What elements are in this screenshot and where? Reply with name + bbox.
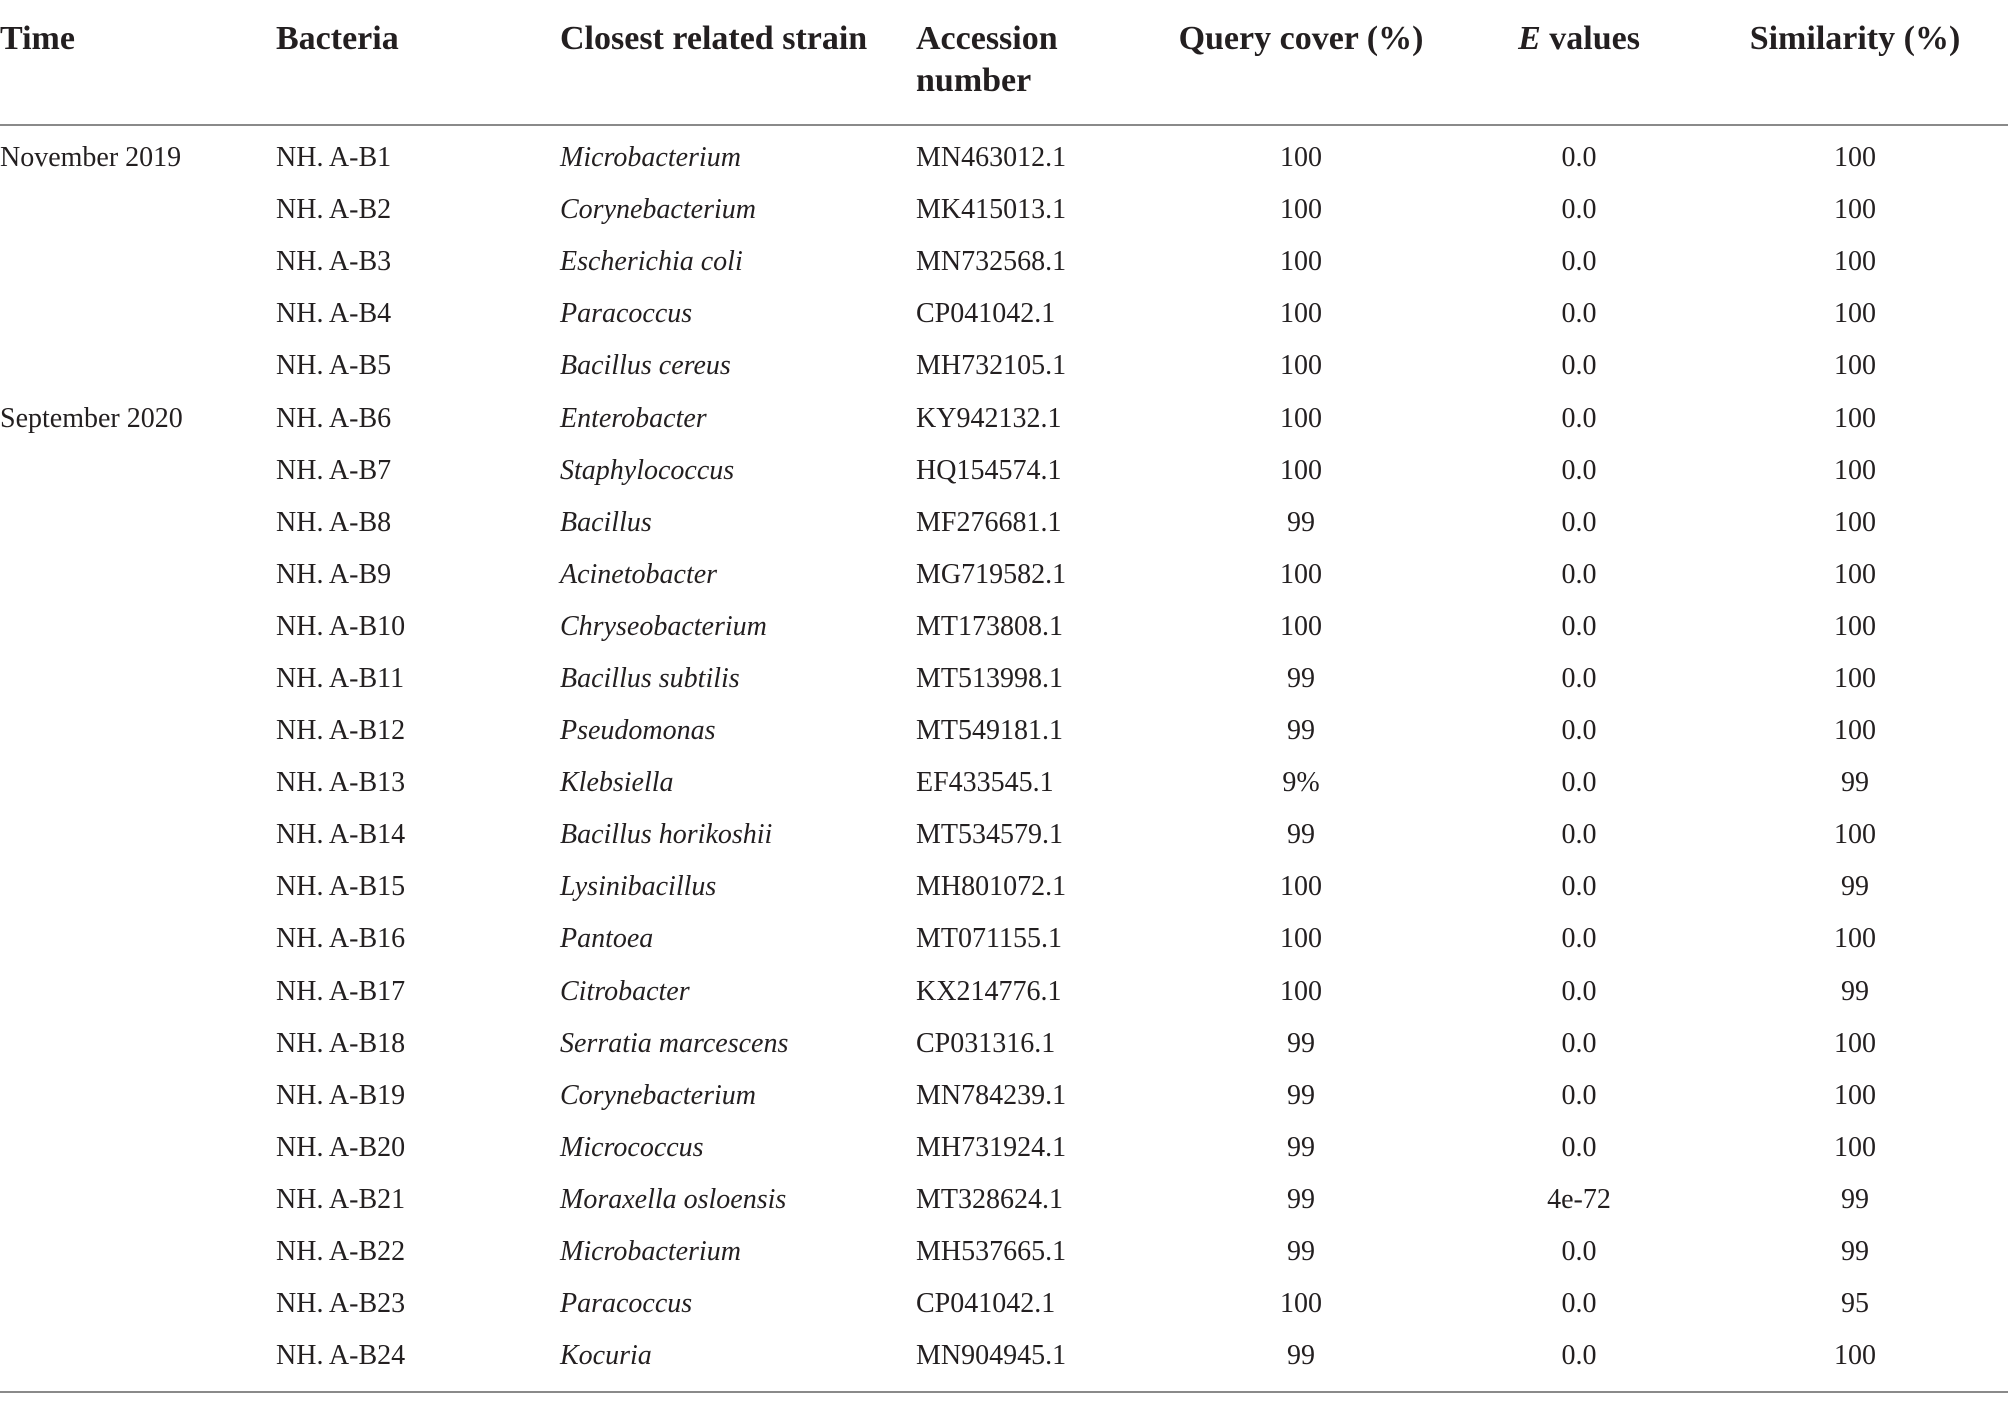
cell-similarity: 100 [1834,610,1876,642]
table-row [0,184,2008,236]
cell-closest-strain: Serratia marcescens [560,1027,789,1059]
cell-time [0,549,276,601]
cell-e-value: 0.0 [1561,662,1597,694]
cell-similarity: 99 [1841,767,1869,799]
cell-bacteria: NH. A-B12 [276,715,406,747]
cell-query-cover: 100 [1280,871,1322,903]
cell-closest-strain: Bacillus horikoshii [560,819,773,851]
cell-time [0,601,276,653]
cell-accession: MT513998.1 [916,662,1063,694]
cell-bacteria: NH. A-B13 [276,767,406,799]
cell-accession: MT173808.1 [916,610,1063,642]
cell-accession: CP041042.1 [916,1288,1056,1320]
cell-time [0,1070,276,1122]
cell-e-value: 0.0 [1561,194,1597,226]
cell-query-cover: 100 [1280,350,1322,382]
cell-closest-strain: Corynebacterium [560,1079,756,1111]
cell-closest-strain: Paracoccus [560,298,693,330]
cell-e-value: 0.0 [1561,975,1597,1007]
header-e-values-rest: values [1540,20,1640,57]
cell-time [0,1018,276,1070]
header-e-values [1456,0,1702,125]
cell-bacteria: NH. A-B9 [276,558,392,590]
cell-similarity: 99 [1841,975,1869,1007]
cell-time [0,966,276,1018]
cell-time [0,653,276,705]
cell-e-value: 0.0 [1561,923,1597,955]
cell-similarity: 100 [1834,819,1876,851]
cell-accession: CP031316.1 [916,1027,1056,1059]
cell-similarity: 100 [1834,194,1876,226]
cell-query-cover: 100 [1280,246,1322,278]
cell-e-value: 0.0 [1561,506,1597,538]
cell-e-value: 0.0 [1561,246,1597,278]
cell-e-value: 0.0 [1561,1236,1597,1268]
cell-bacteria: NH. A-B3 [276,246,392,278]
cell-closest-strain: Citrobacter [560,975,690,1007]
cell-closest-strain: Microbacterium [560,142,741,174]
cell-time [0,913,276,965]
table-row [0,966,2008,1018]
cell-accession: CP041042.1 [916,298,1056,330]
cell-accession: MN784239.1 [916,1079,1067,1111]
cell-time [0,1122,276,1174]
cell-time [0,757,276,809]
cell-accession: KX214776.1 [916,975,1062,1007]
cell-closest-strain: Kocuria [560,1340,652,1372]
cell-e-value: 0.0 [1561,1340,1597,1372]
cell-accession: MH731924.1 [916,1131,1067,1163]
cell-bacteria: NH. A-B17 [276,975,406,1007]
cell-query-cover: 100 [1280,975,1322,1007]
table-row [0,705,2008,757]
cell-closest-strain: Chryseobacterium [560,610,767,642]
table-row [0,757,2008,809]
cell-similarity: 100 [1834,246,1876,278]
table-row [0,861,2008,913]
cell-accession: MG719582.1 [916,558,1067,590]
table-row [0,549,2008,601]
cell-e-value: 0.0 [1561,871,1597,903]
table-row [0,1330,2008,1382]
cell-bacteria: NH. A-B10 [276,610,406,642]
cell-bacteria: NH. A-B1 [276,142,392,174]
table-row [0,288,2008,340]
cell-similarity: 100 [1834,1027,1876,1059]
cell-time [0,861,276,913]
cell-similarity: 100 [1834,1079,1876,1111]
cell-accession: MT534579.1 [916,819,1063,851]
cell-accession: MH801072.1 [916,871,1067,903]
cell-accession: MF276681.1 [916,506,1062,538]
cell-similarity: 99 [1841,1183,1869,1215]
cell-e-value: 4e-72 [1547,1183,1611,1215]
table-row [0,125,2008,184]
cell-time [0,445,276,497]
header-row [0,0,2008,125]
cell-bacteria: NH. A-B24 [276,1340,406,1372]
cell-similarity: 100 [1834,298,1876,330]
header-accession [916,0,1146,125]
cell-query-cover: 9% [1282,767,1320,799]
table-row [0,1070,2008,1122]
cell-accession: MT071155.1 [916,923,1062,955]
cell-time [0,236,276,288]
table-row [0,236,2008,288]
cell-closest-strain: Micrococcus [560,1131,704,1163]
cell-e-value: 0.0 [1561,1288,1597,1320]
table-row [0,1018,2008,1070]
cell-bacteria: NH. A-B15 [276,871,406,903]
cell-bacteria: NH. A-B2 [276,194,392,226]
cell-similarity: 100 [1834,558,1876,590]
cell-closest-strain: Pantoea [560,923,654,955]
cell-time [0,1174,276,1226]
cell-similarity: 100 [1834,662,1876,694]
cell-time [0,497,276,549]
cell-query-cover: 100 [1280,610,1322,642]
cell-time [0,1330,276,1382]
table-row [0,392,2008,444]
cell-query-cover: 99 [1287,662,1315,694]
cell-bacteria: NH. A-B14 [276,819,406,851]
cell-bacteria: NH. A-B4 [276,298,392,330]
header-similarity: Similarity (%) [1749,20,1961,57]
cell-similarity: 100 [1834,1340,1876,1372]
cell-e-value: 0.0 [1561,767,1597,799]
cell-similarity: 100 [1834,142,1876,174]
cell-e-value: 0.0 [1561,610,1597,642]
cell-bacteria: NH. A-B19 [276,1079,406,1111]
cell-bacteria: NH. A-B23 [276,1288,406,1320]
cell-similarity: 100 [1834,1131,1876,1163]
cell-e-value: 0.0 [1561,819,1597,851]
cell-query-cover: 99 [1287,1027,1315,1059]
cell-similarity: 100 [1834,454,1876,486]
cell-closest-strain: Staphylococcus [560,454,735,486]
cell-bacteria: NH. A-B7 [276,454,392,486]
cell-bacteria: NH. A-B6 [276,402,392,434]
cell-query-cover: 99 [1287,1340,1315,1372]
table-row [0,1226,2008,1278]
cell-e-value: 0.0 [1561,454,1597,486]
cell-accession: MN904945.1 [916,1340,1067,1372]
cell-similarity: 100 [1834,402,1876,434]
cell-e-value: 0.0 [1561,402,1597,434]
cell-accession: MK415013.1 [916,194,1067,226]
cell-time [0,809,276,861]
cell-query-cover: 100 [1280,142,1322,174]
cell-time: September 2020 [0,402,183,434]
cell-accession: EF433545.1 [916,767,1054,799]
cell-query-cover: 99 [1287,1183,1315,1215]
table-row [0,653,2008,705]
table-row [0,601,2008,653]
header-closest-strain: Closest related strain [560,20,868,57]
cell-e-value: 0.0 [1561,350,1597,382]
cell-accession: HQ154574.1 [916,454,1062,486]
cell-bacteria: NH. A-B22 [276,1236,406,1268]
table-row [0,1174,2008,1226]
cell-closest-strain: Microbacterium [560,1236,741,1268]
table-row [0,1278,2008,1330]
cell-closest-strain: Paracoccus [560,1288,693,1320]
cell-query-cover: 99 [1287,1131,1315,1163]
cell-accession: MN463012.1 [916,142,1067,174]
cell-query-cover: 100 [1280,558,1322,590]
cell-time [0,705,276,757]
cell-closest-strain: Acinetobacter [560,558,718,590]
cell-query-cover: 100 [1280,1288,1322,1320]
cell-time [0,288,276,340]
cell-accession: MT549181.1 [916,715,1063,747]
cell-time: November 2019 [0,142,182,174]
table-row [0,340,2008,392]
cell-e-value: 0.0 [1561,715,1597,747]
cell-query-cover: 99 [1287,819,1315,851]
cell-bacteria: NH. A-B18 [276,1027,406,1059]
table-row [0,913,2008,965]
cell-similarity: 95 [1841,1288,1869,1320]
cell-closest-strain: Escherichia coli [560,246,743,278]
cell-query-cover: 100 [1280,923,1322,955]
bottom-rule [0,1391,2008,1393]
cell-query-cover: 99 [1287,1236,1315,1268]
table-row [0,497,2008,549]
cell-bacteria: NH. A-B5 [276,350,392,382]
cell-query-cover: 100 [1280,454,1322,486]
cell-e-value: 0.0 [1561,1131,1597,1163]
table-header [0,0,2008,125]
header-accession-line2: number [916,62,1032,99]
cell-similarity: 99 [1841,1236,1869,1268]
cell-query-cover: 99 [1287,715,1315,747]
table-row [0,445,2008,497]
cell-query-cover: 99 [1287,1079,1315,1111]
cell-similarity: 100 [1834,350,1876,382]
cell-e-value: 0.0 [1561,558,1597,590]
cell-query-cover: 100 [1280,194,1322,226]
cell-query-cover: 100 [1280,298,1322,330]
cell-closest-strain: Klebsiella [560,767,674,799]
table-row [0,1122,2008,1174]
cell-e-value: 0.0 [1561,1027,1597,1059]
cell-closest-strain: Corynebacterium [560,194,756,226]
cell-similarity: 100 [1834,506,1876,538]
header-time: Time [0,20,75,57]
cell-similarity: 100 [1834,715,1876,747]
header-query-cover: Query cover (%) [1178,20,1424,57]
cell-accession: MH732105.1 [916,350,1067,382]
cell-query-cover: 100 [1280,402,1322,434]
header-bacteria: Bacteria [276,20,399,57]
header-e-values-italic: E [1518,20,1541,57]
table-body [0,125,2008,1382]
cell-closest-strain: Enterobacter [560,402,707,434]
cell-closest-strain: Lysinibacillus [560,871,717,903]
cell-bacteria: NH. A-B21 [276,1183,406,1215]
cell-accession: MN732568.1 [916,246,1067,278]
cell-bacteria: NH. A-B20 [276,1131,406,1163]
cell-time [0,340,276,392]
table-row [0,809,2008,861]
cell-time [0,1278,276,1330]
cell-e-value: 0.0 [1561,1079,1597,1111]
cell-e-value: 0.0 [1561,142,1597,174]
cell-accession: MT328624.1 [916,1183,1063,1215]
cell-e-value: 0.0 [1561,298,1597,330]
cell-similarity: 99 [1841,871,1869,903]
cell-bacteria: NH. A-B16 [276,923,406,955]
cell-closest-strain: Bacillus subtilis [560,662,740,694]
cell-time [0,1226,276,1278]
cell-accession: KY942132.1 [916,402,1062,434]
cell-accession: MH537665.1 [916,1236,1067,1268]
cell-closest-strain: Bacillus cereus [560,350,731,382]
cell-bacteria: NH. A-B8 [276,506,392,538]
cell-closest-strain: Bacillus [560,506,652,538]
cell-bacteria: NH. A-B11 [276,662,405,694]
cell-query-cover: 99 [1287,506,1315,538]
header-accession-line1: Accession [916,20,1058,57]
cell-time [0,184,276,236]
cell-closest-strain: Pseudomonas [560,715,716,747]
cell-similarity: 100 [1834,923,1876,955]
cell-closest-strain: Moraxella osloensis [560,1183,787,1215]
